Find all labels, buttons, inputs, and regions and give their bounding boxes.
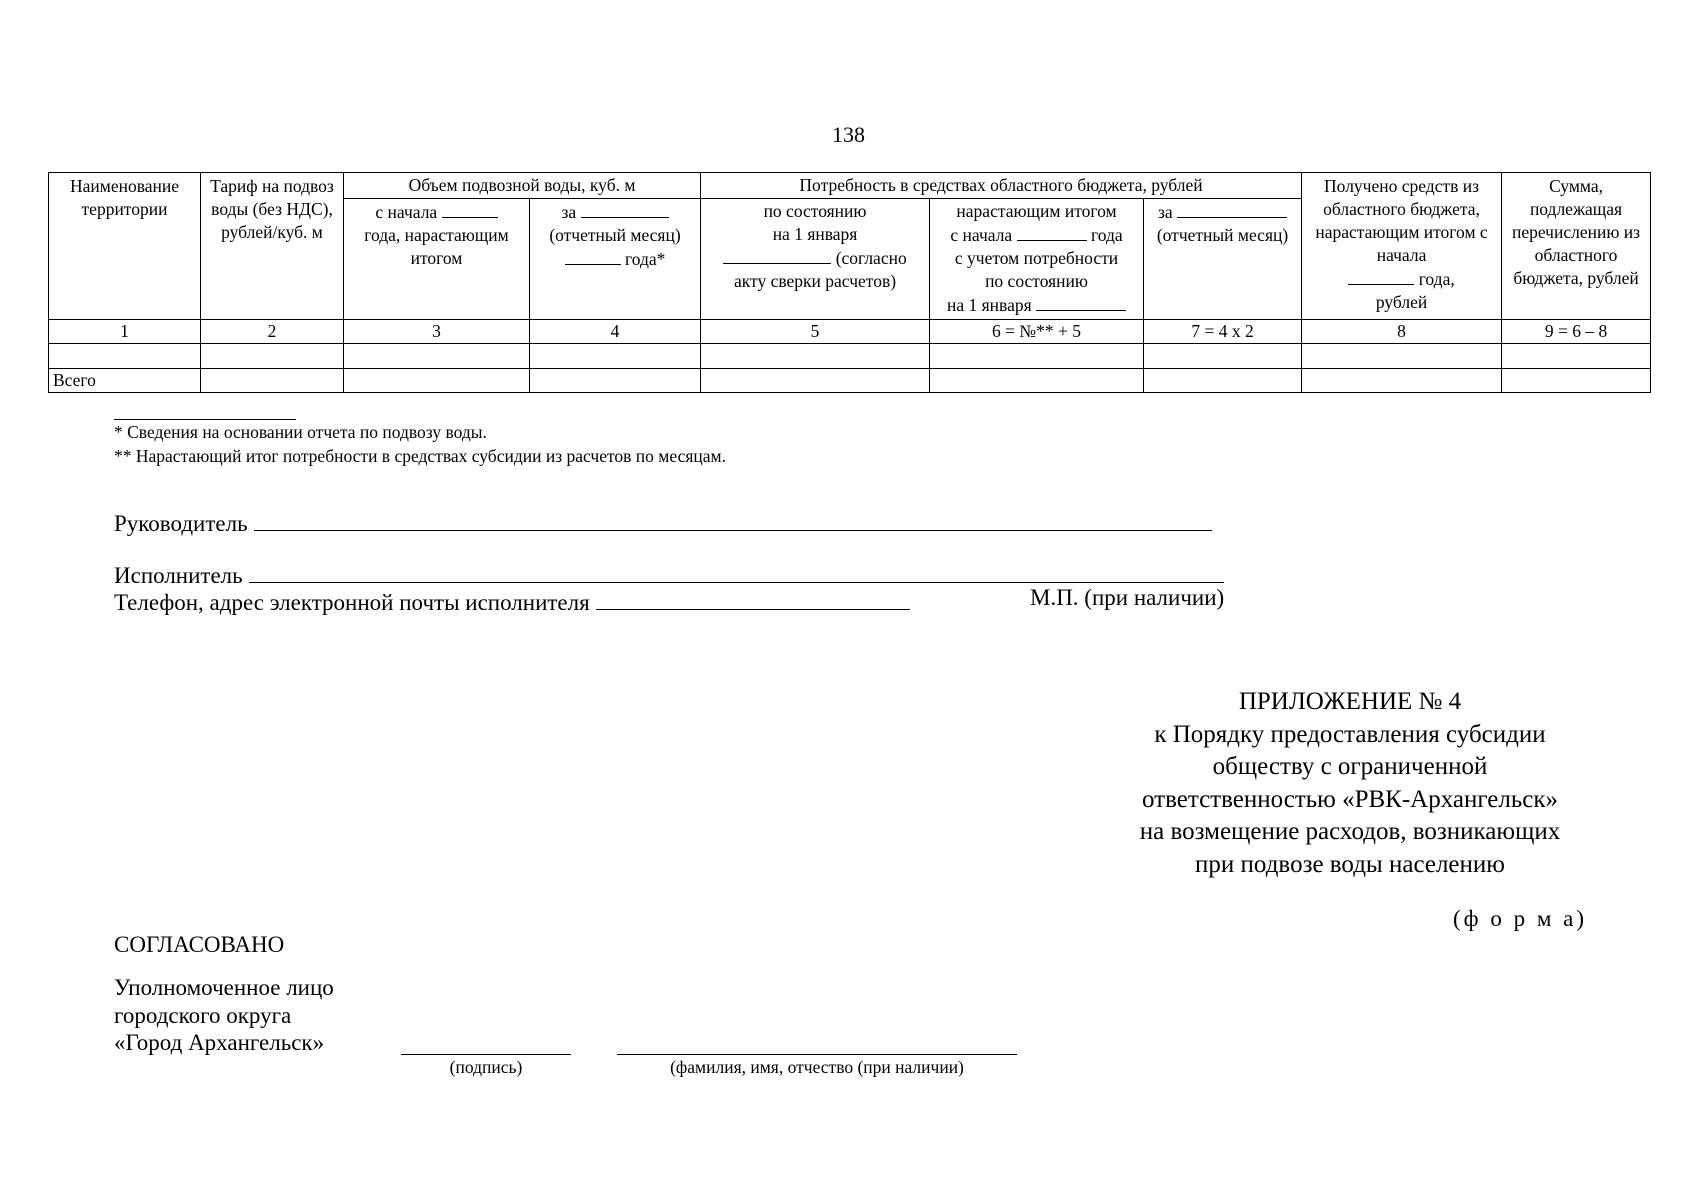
column-number: 3 xyxy=(344,319,530,343)
header-volume-since-start xyxy=(344,199,530,319)
need-jan-text-b: на 1 января xyxy=(772,224,858,245)
appendix-line: при подвозе воды населению xyxy=(1195,850,1505,878)
column-number: 9 = 6 – 8 xyxy=(1502,319,1651,343)
table-cell xyxy=(1302,343,1502,368)
footnote-divider xyxy=(114,419,296,420)
column-number: 7 = 4 x 2 xyxy=(1144,319,1302,343)
vol-month-year-blank xyxy=(565,247,621,265)
need-jan-text-c: (согласно xyxy=(835,248,907,269)
appendix-line: к Порядку предоставления субсидии xyxy=(1154,720,1546,748)
header-budget-need: Потребность в средствах областного бюджета, рублей xyxy=(701,173,1302,199)
column-number: 2 xyxy=(201,319,344,343)
vol-since-year-blank xyxy=(442,200,498,218)
footnote-1: * Сведения на основании отчета по подвозу воды. xyxy=(114,422,487,442)
header-received-funds xyxy=(1302,173,1502,320)
total-row xyxy=(49,368,1651,392)
table-cell xyxy=(701,343,930,368)
authorized-person-block xyxy=(114,974,334,1057)
need-month-text-b: (отчетный месяц) xyxy=(1156,225,1289,246)
vol-since-text-b: года, нарастающим итогом xyxy=(364,225,509,269)
column-number: 8 xyxy=(1302,319,1502,343)
vol-month-text-b: (отчетный месяц) xyxy=(549,225,681,246)
stamp-note: М.П. (при наличии) xyxy=(1030,585,1225,610)
received-text-b: года, xyxy=(1418,269,1455,290)
signature-rule xyxy=(401,1054,571,1055)
column-number-row xyxy=(49,319,1651,343)
manager-fill-line xyxy=(254,506,1212,531)
page-number: 138 xyxy=(832,122,865,147)
vol-since-text-a: с начала xyxy=(375,202,438,223)
need-month-text-a: за xyxy=(1157,202,1173,223)
header-transfer-sum: Сумма, подлежащая перечислению из областного бюджета, рублей xyxy=(1502,173,1651,320)
name-rule xyxy=(617,1054,1017,1055)
manager-label: Руководитель xyxy=(114,511,248,536)
need-cum-text-d: с учетом потребности xyxy=(954,248,1119,269)
empty-data-row xyxy=(49,343,1651,368)
table-cell xyxy=(201,343,344,368)
performer-label: Исполнитель xyxy=(114,563,243,588)
authorized-line: «Город Архангельск» xyxy=(114,1030,325,1055)
table-cell xyxy=(1144,343,1302,368)
table-cell xyxy=(49,343,201,368)
received-text-a: Получено средств из областного бюджета, нарастающим итогом с начала xyxy=(1315,176,1488,266)
table-cell xyxy=(1302,368,1502,392)
need-cum-text-a: нарастающим итогом xyxy=(956,201,1117,222)
vol-month-text-a: за xyxy=(561,202,577,223)
need-jan-text-a: по состоянию xyxy=(763,201,867,222)
table-cell xyxy=(1144,368,1302,392)
total-label: Всего xyxy=(49,368,201,392)
table-cell xyxy=(930,368,1144,392)
table-cell xyxy=(701,368,930,392)
need-cum-jan-blank xyxy=(1036,293,1126,311)
header-tariff: Тариф на подвоз воды (без НДС), рублей/куб. м xyxy=(201,173,344,320)
approval-title: СОГЛАСОВАНО xyxy=(114,932,285,957)
contact-line xyxy=(114,585,910,616)
header-territory-name: Наименование территории xyxy=(49,173,201,320)
subsidy-report-table xyxy=(48,172,1651,393)
need-cum-text-c: года xyxy=(1090,225,1123,246)
received-text-c: рублей xyxy=(1375,292,1428,313)
authorized-line: городского округа xyxy=(114,1002,292,1028)
appendix-line: на возмещение расходов, возникающих xyxy=(1139,818,1561,845)
table-cell xyxy=(1502,368,1651,392)
need-month-blank xyxy=(1177,200,1287,218)
vol-month-text-c: года* xyxy=(624,249,666,270)
signature-caption: (подпись) xyxy=(449,1057,523,1077)
header-water-volume: Объем подвозной воды, куб. м xyxy=(344,173,701,199)
header-need-cumulative xyxy=(930,199,1144,319)
need-jan-text-d: акту сверки расчетов) xyxy=(734,271,897,292)
column-number: 5 xyxy=(701,319,930,343)
appendix-line: обществу с ограниченной xyxy=(1212,753,1488,780)
contact-fill-line xyxy=(596,585,910,610)
appendix-line: ответственностью «РВК-Архангельск» xyxy=(1141,785,1558,813)
need-cum-text-e: по состоянию xyxy=(985,271,1088,292)
name-caption: (фамилия, имя, отчество (при наличии) xyxy=(670,1057,964,1077)
phone-email-label: Телефон, адрес электронной почты исполнителя xyxy=(114,590,590,615)
received-year-blank xyxy=(1348,267,1414,285)
authorized-line: Уполномоченное лицо xyxy=(114,975,334,1000)
vol-month-blank xyxy=(581,200,669,218)
header-need-month xyxy=(1144,199,1302,319)
table-cell xyxy=(1502,343,1651,368)
column-number: 1 xyxy=(49,319,201,343)
need-cum-text-b: с начала xyxy=(950,225,1013,246)
need-cum-year-blank xyxy=(1017,223,1087,241)
table-cell xyxy=(344,343,530,368)
table-cell xyxy=(201,368,344,392)
footnote-2: ** Нарастающий итог потребности в средствах субсидии из расчетов по месяцам. xyxy=(114,446,726,466)
column-number: 6 = №** + 5 xyxy=(930,319,1144,343)
header-volume-month xyxy=(530,199,701,319)
need-jan-year-blank xyxy=(723,246,831,264)
appendix-heading xyxy=(1090,686,1610,881)
header-need-jan xyxy=(701,199,930,319)
table-cell xyxy=(530,343,701,368)
appendix-title: ПРИЛОЖЕНИЕ № 4 xyxy=(1238,688,1462,715)
performer-fill-line xyxy=(249,558,1224,583)
column-number: 4 xyxy=(530,319,701,343)
form-label: (ф о р м а) xyxy=(1453,906,1587,931)
manager-signature-line xyxy=(114,506,1212,537)
table-cell xyxy=(930,343,1144,368)
table-cell xyxy=(344,368,530,392)
need-cum-text-f: на 1 января xyxy=(947,295,1032,316)
table-cell xyxy=(530,368,701,392)
